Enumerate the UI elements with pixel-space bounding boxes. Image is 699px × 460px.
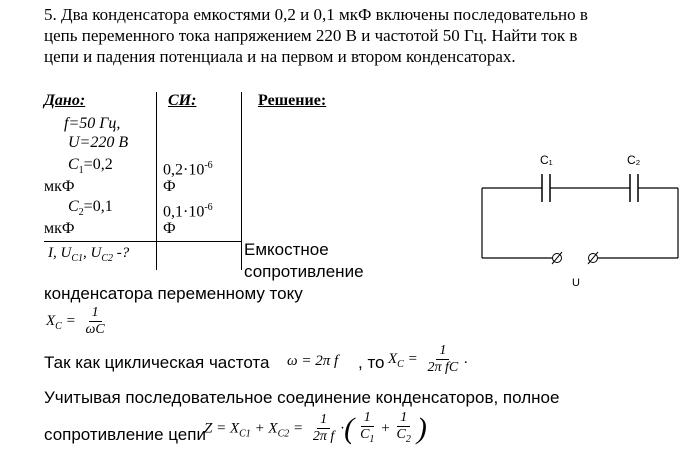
si-c2: $0,1\cdot 10^{-6}$ <box>163 202 213 221</box>
c2-label: C₂ <box>627 153 641 167</box>
given-header: Дано: <box>44 92 86 109</box>
problem-line: 5. Два конденсатора емкостями 0,2 и 0,1 мкФ включены последовательно в <box>44 5 588 24</box>
given-c1: $C_1=0,2$ <box>68 156 113 177</box>
total-text: сопротивление цепи <box>44 425 206 444</box>
given-voltage: U=220 В <box>68 134 129 151</box>
solution-header: Решение: <box>258 92 327 109</box>
table-divider <box>241 92 242 270</box>
problem-line: цепи и падения потенциала и на первом и втором конденсаторах. <box>44 47 516 66</box>
si-c2-unit: Ф <box>163 220 176 237</box>
given-c2: $C_2=0,1$ <box>68 198 113 219</box>
u-label: U <box>572 277 580 289</box>
si-c1: $0,2\cdot 10^{-6}$ <box>163 160 213 179</box>
capacitive-text: Емкостное <box>244 240 329 259</box>
series-text: Учитывая последовательное соединение конденсаторов, полное <box>44 388 560 407</box>
si-header: СИ: <box>168 92 197 109</box>
problem-statement <box>44 4 694 67</box>
omega-formula: ω = 2π f <box>287 353 339 369</box>
capacitive-text: сопротивление <box>244 262 364 281</box>
c1-label: C₁ <box>540 153 553 167</box>
si-c1-unit: Ф <box>163 178 176 195</box>
problem-line: цепь переменного тока напряжением 220 В и частотой 50 Гц. Найти ток в <box>44 26 578 45</box>
given-c1-unit: мкФ <box>44 178 75 195</box>
cyclic-text: Так как циклическая частота <box>44 353 270 372</box>
given-frequency: f=50 Гц, <box>64 115 121 132</box>
find-row: I, $U_{C1}$, $U_{C2}$ -? <box>48 245 130 264</box>
xc-formula: $X_C$ = $\frac{1}{\omega C}$ <box>46 305 105 337</box>
z-formula: $Z = X_{C1} + X_{C2}$ = $\frac{1}{\text{2π f}}$ ·( $\frac{1}{C_1}$ + $\frac{1}{C_2}$ ) <box>204 410 427 445</box>
circuit-diagram <box>470 140 690 290</box>
then-text: , то <box>358 353 385 372</box>
table-divider <box>156 92 157 270</box>
table-divider <box>44 241 241 242</box>
xc2-formula: $X_C$ = $\frac{1}{\text{2π fC}}$ . <box>388 343 468 375</box>
given-c2-unit: мкФ <box>44 220 75 237</box>
capacitive-text: конденсатора переменному току <box>44 284 303 303</box>
